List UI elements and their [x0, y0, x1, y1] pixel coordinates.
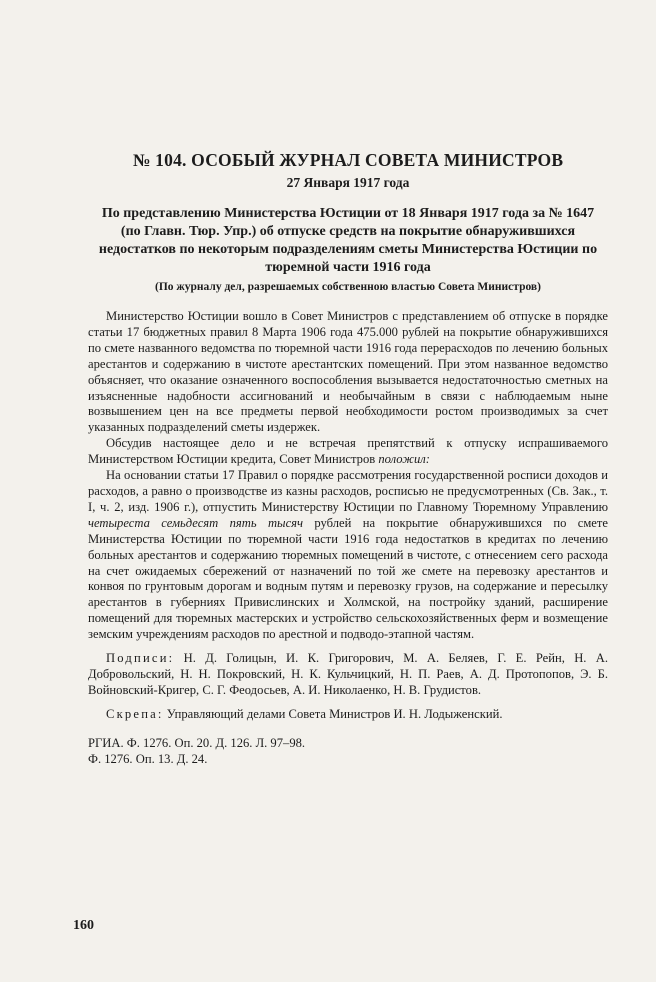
- document-subject: По представлению Министерства Юстиции от 18 Января 1917 года за № 1647 (по Главн. Тюр. Упр.) об отпуске средств на покрытие обнаружившихся недостатков по некоторым подразделениям сметы Министерства Юстиции по тюремной части 1916 года: [98, 206, 598, 275]
- archive-sources: [88, 735, 608, 767]
- document-body: [88, 309, 608, 723]
- skrepa-label: Скрепа:: [106, 706, 164, 721]
- skrepa-text: Управляющий делами Совета Министров И. Н. Лодыженский.: [166, 706, 503, 721]
- paragraph-3-text-a: На основании статьи 17 Правил о порядке рассмотрения государственной росписи доходов и расходов, а равно о производстве из казны расходов, росписью не предусмотренных (Св. Зак., т. I, ч. 2, изд. 1906 г.), отпустить Министерству Юстиции по Главному Тюремному Управлению: [88, 468, 608, 514]
- paragraph-3: [88, 468, 608, 643]
- skrepa: [88, 707, 608, 723]
- document-date: 27 Января 1917 года: [286, 175, 410, 190]
- paragraph-2-text: Обсудив настоящее дело и не встречая препятствий к отпуску испрашиваемого Министерством Юстиции кредита, Совет Министров: [88, 436, 608, 467]
- document-subnote: (По журналу дел, разрешаемых собственною властью Совета Министров): [155, 281, 541, 293]
- document-title: № 104. ОСОБЫЙ ЖУРНАЛ СОВЕТА МИНИСТРОВ: [132, 150, 564, 170]
- paragraph-2: [88, 436, 608, 468]
- source-1: РГИА. Ф. 1276. Оп. 20. Д. 126. Л. 97–98.: [88, 735, 306, 750]
- page-number: 160: [73, 918, 94, 933]
- signatures-label: Подписи:: [106, 651, 175, 666]
- paragraph-2-italic: положил:: [378, 452, 430, 467]
- signatures-names: Н. Д. Голицын, И. К. Григорович, М. А. Беляев, Г. Е. Рейн, Н. А. Добровольский, Н. Н. Покровский, Н. К. Кульчицкий, Н. П. Раев, А. Д. Протопопов, Э. Б. Войновский-Кригер, С. Г. Феодосьев, А. И. Николаенко, Н. В. Грудистов.: [88, 651, 608, 697]
- paragraph-3-italic: четыреста семьдесят пять тысяч: [88, 515, 304, 530]
- paragraph-1: Министерство Юстиции вошло в Совет Министров с представлением об отпуске в порядке статьи 17 бюджетных правил 8 Марта 1906 года 475.000 рублей на покрытие обнаружившихся по смете названного ведомства по тюремной части 1916 года перерасходов по лечению больных арестантов и содержанию в чистоте арестантских помещений. При этом названное ведомство объясняет, что оказание означенного воспособления вызывается недостаточностью сметных на изъясненные надобности ассигнований и необычайным в связи с наблюдаемым ныне возвышением цен на все предметы первой необходимости ростом производимых за счет указанных подразделений сметы издержек.: [88, 309, 608, 435]
- paragraph-3-text-b: рублей на покрытие обнаружившихся по смете Министерства Юстиции по тюремной части 1916 года недостатков в кредитах по лечению больных арестантов и содержанию тюремных помещений в чистоте, с отнесением сего расхода на счет ожидаемых сбережений от назначений по той же смете на перевозку арестантов и конвоя по грунтовым дорогам и водным путям и перевозку грузов, на содержание и пересылку арестантов в губерниях Привислинских и Холмской, на постройку зданий, расширение помещений для тюремных мастерских и устройство сельскохозяйственных ферм и возмещение земским учреждениям расходов по арестной и подводо-этапной частям.: [88, 515, 608, 642]
- signatures: [88, 651, 608, 699]
- source-2: Ф. 1276. Оп. 13. Д. 24.: [88, 751, 208, 766]
